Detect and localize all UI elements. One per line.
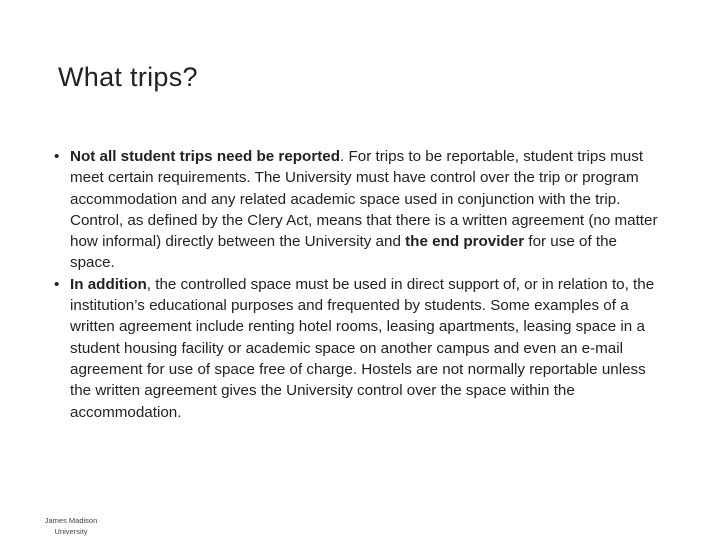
bullet-text: , the controlled space must be used in direct support of, or in relation to, the institution’s educational purposes and frequented by students. Some examples of a written agreement include renting hotel rooms, leasing apartments, leasing space in a student housing facility or academic space on another campus and even an e-mail agreement for use of space free of charge. Hostels are not normally reportable unless the written agreement gives the University control over the space within the accommodation. xyxy=(70,275,655,421)
bullet-bold-inline: the end provider xyxy=(405,233,525,251)
bullet-text: . For trips to be reportable, student trips must meet certain requirements. The University must have control over the trip or program accommodation and any related academic space used in conjunction with the trip. Control, as defined by the Clery Act, means that there is a written agreement (no matter how informal) directly between the University and xyxy=(70,148,658,251)
footer-line-2: University xyxy=(54,527,88,536)
bullet-item xyxy=(54,274,664,423)
footer-line-1: James Madison xyxy=(44,516,98,525)
bullet-bold-lead: Not all student trips need be reported xyxy=(70,148,341,165)
bullet-item xyxy=(54,146,664,274)
bullet-list xyxy=(54,146,664,423)
bullet-marker: • xyxy=(54,275,60,293)
slide-title: What trips? xyxy=(58,62,198,92)
bullet-text-end: for use of the space. xyxy=(70,233,617,272)
bullet-marker: • xyxy=(54,148,60,165)
bullet-bold-lead: In addition xyxy=(70,275,147,293)
footer-logo-text xyxy=(36,515,106,537)
